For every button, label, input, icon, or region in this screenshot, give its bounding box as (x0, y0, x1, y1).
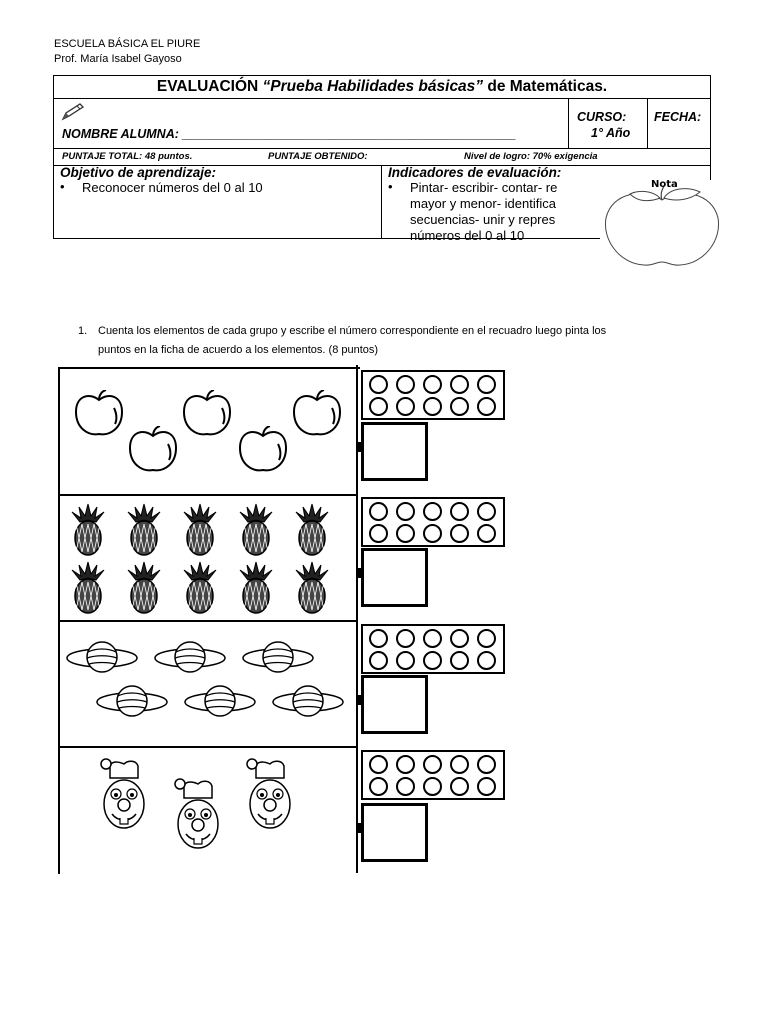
ten-frame-dot[interactable] (423, 524, 442, 543)
answer-box[interactable] (361, 675, 428, 734)
fecha-label: FECHA: (654, 110, 702, 124)
row-separator (60, 746, 358, 748)
ten-frame-dot[interactable] (450, 397, 469, 416)
curso-value: 1° Año (591, 126, 631, 140)
apple-icon (74, 390, 126, 438)
ten-frame-dot[interactable] (369, 777, 388, 796)
school-name: ESCUELA BÁSICA EL PIURE (54, 38, 201, 50)
pineapple-icon (236, 560, 276, 616)
ten-frame-dot[interactable] (450, 629, 469, 648)
ten-frame-dot[interactable] (396, 755, 415, 774)
objective-item: Reconocer números del 0 al 10 (82, 180, 263, 195)
pineapple-icon (292, 502, 332, 558)
pineapple-icon (292, 560, 332, 616)
apple-icon (128, 426, 180, 474)
ten-frame-dot[interactable] (423, 375, 442, 394)
pencil-icon (61, 103, 85, 121)
objective-title: Objetivo de aprendizaje: (60, 165, 217, 180)
answer-box[interactable] (361, 548, 428, 607)
ten-frame-dot[interactable] (396, 629, 415, 648)
indicator-line-1: Pintar- escribir- contar- re (410, 180, 558, 195)
ten-frame-dot[interactable] (477, 375, 496, 394)
curso-cell (569, 99, 648, 149)
nivel-logro: Nivel de logro: 70% exigencia (464, 151, 598, 162)
ten-frame-dot[interactable] (396, 524, 415, 543)
ten-frame-dot[interactable] (369, 502, 388, 521)
pineapple-icon (124, 560, 164, 616)
ten-frame-dot[interactable] (369, 651, 388, 670)
ten-frame-dot[interactable] (396, 651, 415, 670)
apple-icon (238, 426, 290, 474)
pineapple-icon (68, 560, 108, 616)
ten-frame[interactable] (361, 624, 505, 674)
evaluation-title (54, 76, 711, 99)
ten-frame-dot[interactable] (423, 629, 442, 648)
ten-frame-dot[interactable] (450, 651, 469, 670)
pineapple-icon (236, 502, 276, 558)
ten-frame-dot[interactable] (369, 397, 388, 416)
ten-frame-dot[interactable] (450, 502, 469, 521)
ten-frame-dot[interactable] (477, 502, 496, 521)
ten-frame-dot[interactable] (477, 524, 496, 543)
puntaje-obtenido: PUNTAJE OBTENIDO: (268, 151, 368, 162)
ten-frame-dot[interactable] (477, 777, 496, 796)
ten-frame-dot[interactable] (369, 524, 388, 543)
ten-frame-dot[interactable] (423, 777, 442, 796)
indicator-line-2: mayor y menor- identifica (410, 196, 556, 211)
ten-frame-dot[interactable] (477, 629, 496, 648)
curso-label: CURSO: (577, 110, 627, 124)
ten-frame-dot[interactable] (369, 375, 388, 394)
ten-frame-dot[interactable] (423, 502, 442, 521)
ten-frame-dot[interactable] (450, 375, 469, 394)
puntaje-total: PUNTAJE TOTAL: 48 puntos. (62, 151, 193, 162)
row-separator (60, 620, 358, 622)
planet-icon (184, 684, 256, 720)
bullet-icon: • (388, 179, 393, 194)
ten-frame[interactable] (361, 750, 505, 800)
school-header (54, 37, 200, 67)
planet-icon (66, 640, 138, 676)
ten-frame-dot[interactable] (396, 397, 415, 416)
ten-frame-dot[interactable] (396, 502, 415, 521)
pineapple-icon (180, 560, 220, 616)
ten-frame-dot[interactable] (477, 397, 496, 416)
question-text-line-2: puntos en la ficha de acuerdo a los elementos. (8 puntos) (98, 344, 379, 356)
fecha-cell[interactable] (648, 99, 711, 149)
apple-icon (182, 390, 234, 438)
score-row (54, 149, 711, 166)
pineapple-icon (68, 502, 108, 558)
row-separator (60, 494, 358, 496)
bullet-icon: • (60, 179, 65, 194)
title-prefix: EVALUACIÓN (156, 78, 263, 95)
ten-frame-dot[interactable] (423, 397, 442, 416)
clown-face-icon (98, 758, 150, 830)
ten-frame[interactable] (361, 370, 505, 420)
title-suffix: de Matemáticas. (483, 78, 608, 95)
ten-frame[interactable] (361, 497, 505, 547)
ten-frame-dot[interactable] (369, 629, 388, 648)
student-name-label: NOMBRE ALUMNA: ________________________________________________ (62, 127, 517, 141)
ten-frame-dot[interactable] (450, 777, 469, 796)
indicator-line-4: números del 0 al 10 (410, 228, 525, 243)
apple-icon (292, 390, 344, 438)
ten-frame-dot[interactable] (450, 524, 469, 543)
teacher-name: Prof. María Isabel Gayoso (54, 53, 182, 65)
ten-frame-dot[interactable] (396, 777, 415, 796)
planet-icon (96, 684, 168, 720)
pineapple-icon (180, 502, 220, 558)
ten-frame-dot[interactable] (423, 755, 442, 774)
pineapple-icon (124, 502, 164, 558)
indicators-title: Indicadores de evaluación: (388, 165, 562, 180)
grade-apple[interactable] (600, 176, 724, 270)
ten-frame-dot[interactable] (369, 755, 388, 774)
indicator-line-3: secuencias- unir y repres (410, 212, 556, 227)
clown-face-icon (172, 778, 224, 850)
ten-frame-dot[interactable] (477, 651, 496, 670)
planet-icon (154, 640, 226, 676)
planet-icon (242, 640, 314, 676)
title-quoted: “Prueba Habilidades básicas” (262, 78, 484, 95)
ten-frame-dot[interactable] (450, 755, 469, 774)
student-name-cell[interactable] (54, 99, 569, 149)
objective-cell (54, 166, 382, 239)
apple-icon (600, 176, 724, 270)
question-text-line-1: Cuenta los elementos de cada grupo y escribe el número correspondiente en el recuadro luego pinta los (98, 325, 607, 337)
nota-label: Nota (651, 179, 678, 190)
answer-box[interactable] (361, 803, 428, 862)
ten-frame-dot[interactable] (477, 755, 496, 774)
question-number: 1. (78, 325, 88, 337)
clown-face-icon (244, 758, 296, 830)
answer-box[interactable] (361, 422, 428, 481)
planet-icon (272, 684, 344, 720)
ten-frame-dot[interactable] (423, 651, 442, 670)
ten-frame-dot[interactable] (396, 375, 415, 394)
